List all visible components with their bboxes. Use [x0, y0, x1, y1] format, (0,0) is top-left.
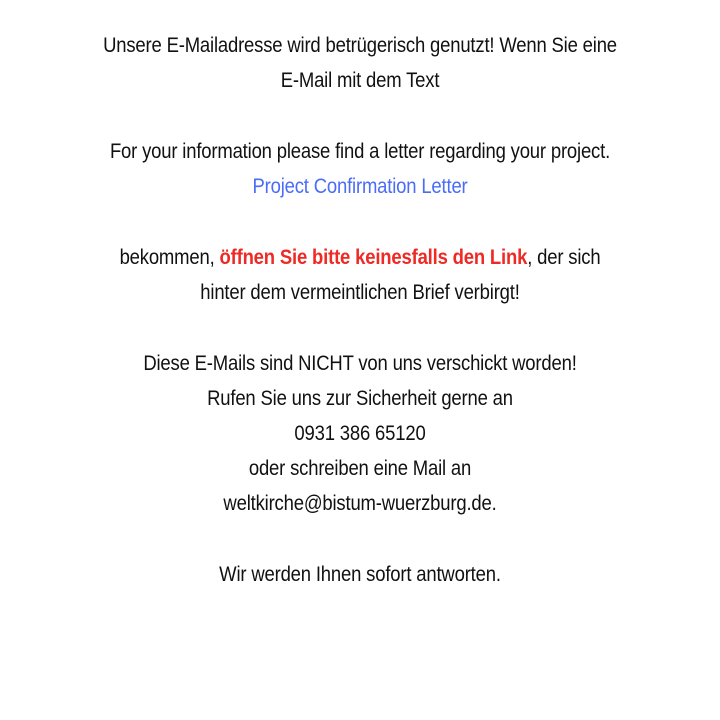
quoted-email-text: For your information please find a letter regarding your project.	[109, 140, 611, 163]
warning-paragraph	[78, 240, 641, 310]
closing-paragraph	[78, 557, 641, 592]
warning-highlight: öffnen Sie bitte keinesfalls den Link	[219, 246, 528, 269]
contact-line-1: Diese E-Mails sind NICHT von uns verschickt worden!	[143, 352, 577, 375]
closing-line: Wir werden Ihnen sofort antworten.	[219, 563, 501, 586]
warning-prefix: bekommen,	[119, 246, 220, 269]
warning-line-1	[78, 240, 641, 275]
contact-line-2: Rufen Sie uns zur Sicherheit gerne an	[207, 387, 513, 410]
intro-line-1: Unsere E-Mailadresse wird betrügerisch genutzt! Wenn Sie eine	[103, 34, 617, 57]
intro-paragraph	[78, 28, 641, 98]
intro-line-2: E-Mail mit dem Text	[280, 69, 440, 92]
contact-phone: 0931 386 65120	[294, 422, 426, 445]
scam-warning-notice	[0, 28, 720, 628]
contact-line-4: oder schreiben eine Mail an	[248, 457, 472, 480]
quoted-email-paragraph	[78, 134, 641, 204]
warning-suffix: , der sich	[527, 246, 601, 269]
contact-paragraph	[78, 346, 641, 521]
warning-line-2: hinter dem vermeintlichen Brief verbirgt!	[200, 281, 520, 304]
contact-email: weltkirche@bistum-wuerzburg.de.	[223, 492, 497, 515]
project-confirmation-letter-link[interactable]: Project Confirmation Letter	[252, 175, 468, 198]
